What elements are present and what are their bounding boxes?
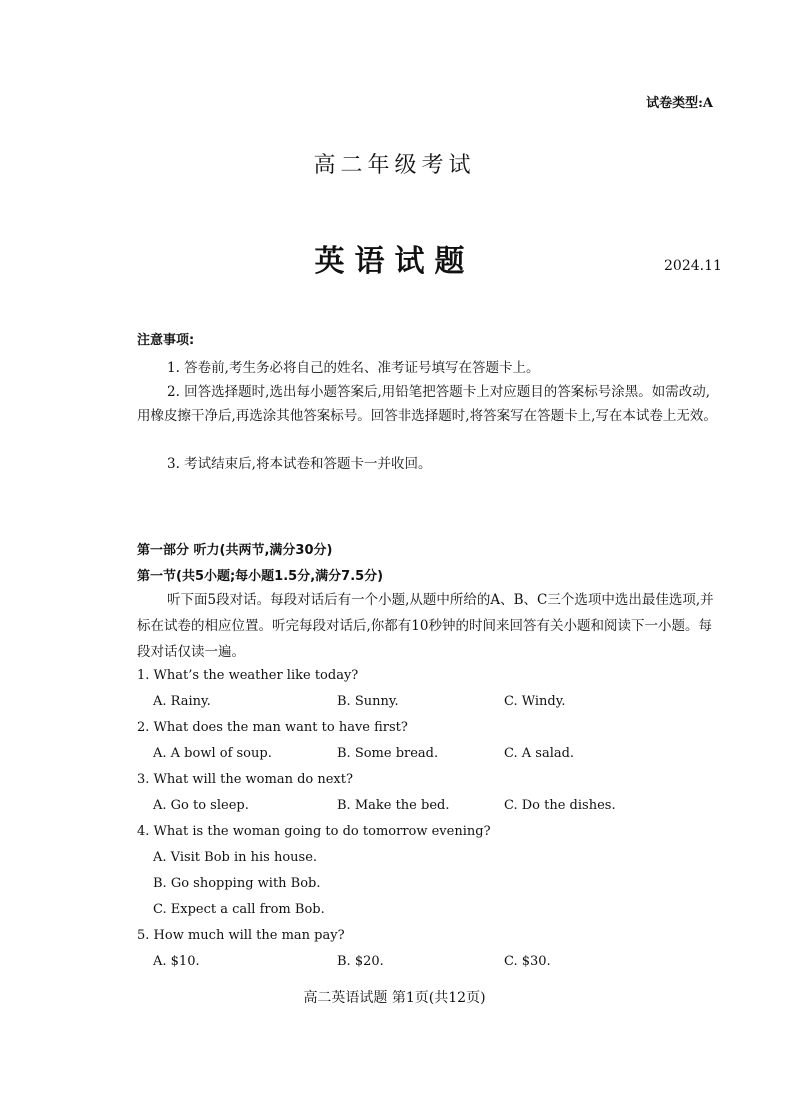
question-4-option-b[interactable]: B. Go shopping with Bob.: [153, 876, 321, 891]
question-5-option-a[interactable]: A. $10.: [153, 954, 200, 969]
question-2-option-a[interactable]: A. A bowl of soup.: [153, 746, 272, 761]
notice-item-1-text: 1. 答卷前,考生务必将自己的姓名、准考证号填写在答题卡上。: [167, 360, 540, 376]
exam-date: 2024.11: [664, 258, 722, 274]
section1-heading: 第一节(共5小题;每小题1.5分,满分7.5分): [137, 569, 384, 584]
section1-instructions: [137, 587, 717, 665]
page-footer: 高二英语试题 第1页(共12页): [303, 990, 486, 1006]
question-1-option-a[interactable]: A. Rainy.: [153, 694, 211, 709]
question-4-text: 4. What is the woman going to do tomorrow evening?: [137, 824, 491, 839]
question-3-text: 3. What will the woman do next?: [137, 772, 353, 787]
notice-heading: 注意事项:: [137, 333, 195, 348]
question-1-option-c[interactable]: C. Windy.: [504, 694, 566, 709]
question-4-option-c[interactable]: C. Expect a call from Bob.: [153, 902, 325, 917]
exam-title: 高二年级考试: [313, 153, 476, 178]
question-1-text: 1. What’s the weather like today?: [137, 668, 359, 683]
notice-item-2-text: 2. 回答选择题时,选出每小题答案后,用铅笔把答题卡上对应题目的答案标号涂黑。如需改动,用橡皮擦干净后,再选涂其他答案标号。回答非选择题时,将答案写在答题卡上,写在本试卷上无效。: [137, 384, 717, 424]
question-2-text: 2. What does the man want to have first?: [137, 720, 408, 735]
question-4-option-a[interactable]: A. Visit Bob in his house.: [153, 850, 318, 865]
question-3-option-c[interactable]: C. Do the dishes.: [504, 798, 616, 813]
subject-title: 英语试题: [314, 244, 475, 279]
notice-item-1: [137, 356, 717, 380]
paper-type-label: 试卷类型:A: [646, 96, 713, 111]
part1-heading: 第一部分 听力(共两节,满分30分): [137, 543, 333, 558]
notice-item-3: [137, 452, 717, 476]
question-3-option-a[interactable]: A. Go to sleep.: [153, 798, 249, 813]
question-3-option-b[interactable]: B. Make the bed.: [337, 798, 450, 813]
question-5-text: 5. How much will the man pay?: [137, 928, 345, 943]
question-2-option-b[interactable]: B. Some bread.: [337, 746, 439, 761]
question-5-option-b[interactable]: B. $20.: [337, 954, 384, 969]
question-2-option-c[interactable]: C. A salad.: [504, 746, 575, 761]
notice-item-3-text: 3. 考试结束后,将本试卷和答题卡一并收回。: [167, 456, 432, 472]
section1-instructions-text: 听下面5段对话。每段对话后有一个小题,从题中所给的A、B、C三个选项中选出最佳选项,并标在试卷的相应位置。听完每段对话后,你都有10秒钟的时间来回答有关小题和阅读下一小题。每段对话仅读一遍。: [137, 592, 714, 660]
question-5-option-c[interactable]: C. $30.: [504, 954, 551, 969]
question-1-option-b[interactable]: B. Sunny.: [337, 694, 399, 709]
notice-item-2: [137, 380, 717, 428]
